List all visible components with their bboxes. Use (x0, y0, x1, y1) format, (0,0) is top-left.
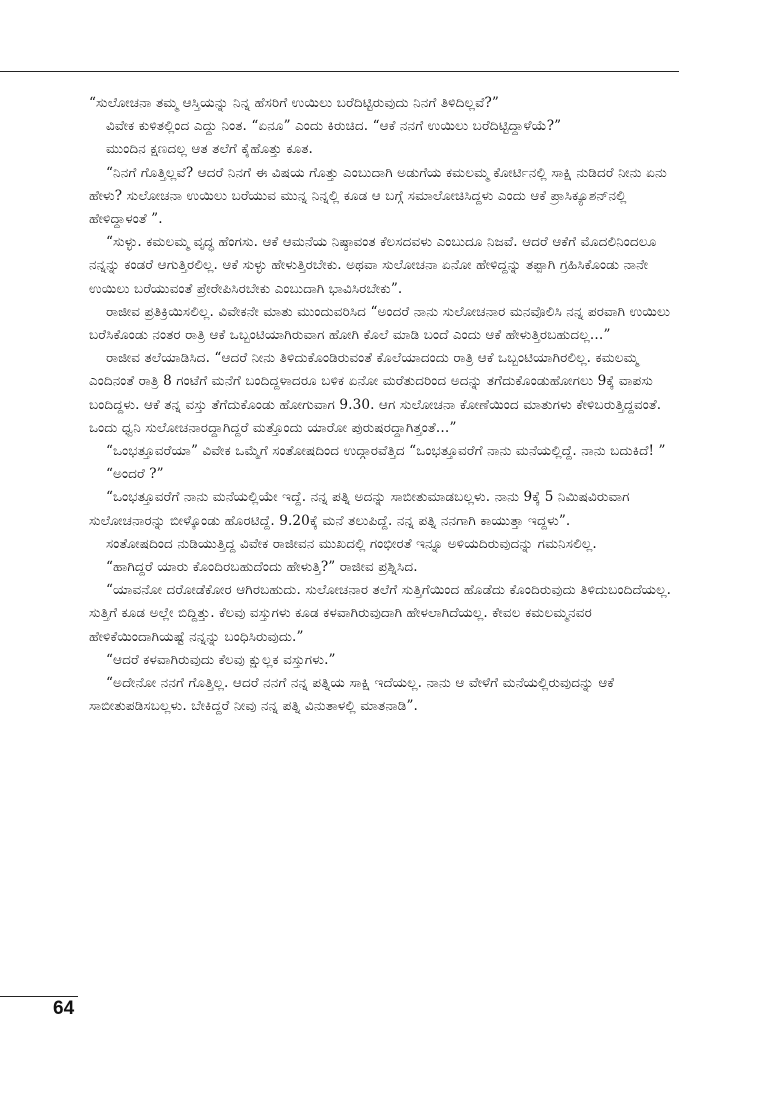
paragraph: “ನಿನಗೆ ಗೊತ್ತಿಲ್ಲವೆ? ಆದರೆ ನಿನಗೆ ಈ ವಿಷಯ ಗೊತ್ತು ಎಂಬುದಾಗಿ ಅಡುಗೆಯ ಕಮಲಮ್ಮ ಕೋರ್ಟಿನಲ್ಲಿ ಸಾಕ್ಷಿ ನುಡಿದರೆ ನೀನು ಏನು ಹೇಳು? ಸುಲೋಚನಾ ಉಯಿಲು ಬರೆಯುವ ಮುನ್ನ ನಿನ್ನಲ್ಲಿ ಕೂಡ ಆ ಬಗ್ಗೆ ಸಮಾಲೋಚಿಸಿದ್ದಳು ಎಂದು ಆಕೆ ಪ್ರಾಸಿಕ್ಯೂಶನ್‌ನಲ್ಲಿ ಹೇಳಿದ್ದಾಳಂತೆ ”. (89, 164, 667, 228)
paragraph: “ಒಂಭತ್ತೂವರೆಗೆ ನಾನು ಮನೆಯಲ್ಲಿಯೇ ಇದ್ದೆ. ನನ್ನ ಪತ್ನಿ ಅದನ್ನು ಸಾಬೀತುಮಾಡಬಲ್ಲಳು. ನಾನು 9ಕ್ಕೆ 5 ನಿಮಿಷವಿರುವಾಗ ಸುಲೋಚನಾರನ್ನು ಬೀಳ್ಕೊಂಡು ಹೊರಟಿದ್ದೆ. 9.20ಕ್ಕೆ ಮನೆ ತಲುಪಿದ್ದೆ. ನನ್ನ ಪತ್ನಿ ನನಗಾಗಿ ಕಾಯುತ್ತಾ ಇದ್ದಳು”. (89, 489, 630, 529)
header-rule (0, 71, 679, 72)
paragraph: “ಆದರೆ ಕಳವಾಗಿರುವುದು ಕೆಲವು ಕ್ಷುಲ್ಲಕ ವಸ್ತುಗಳು.” (106, 651, 336, 668)
footer-rule (0, 996, 78, 997)
paragraph: “ಸುಲೋಚನಾ ತಮ್ಮ ಆಸ್ತಿಯನ್ನು ನಿನ್ನ ಹೆಸರಿಗೆ ಉಯಿಲು ಬರೆದಿಟ್ಟಿರುವುದು ನಿನಗೆ ತಿಳಿದಿಲ್ಲವೆ?” (89, 95, 499, 111)
paragraph: “ಅದೇನೋ ನನಗೆ ಗೊತ್ತಿಲ್ಲ. ಆದರೆ ನನಗೆ ನನ್ನ ಪತ್ನಿಯ ಸಾಕ್ಷಿ ಇದೆಯಲ್ಲ. ನಾನು ಆ ವೇಳೆಗೆ ಮನೆಯಲ್ಲಿರುವುದನ್ನು ಆಕೆ ಸಾಬೀತುಪಡಿಸಬಲ್ಲಳು. ಬೇಕಿದ್ದರೆ ನೀವು ನನ್ನ ಪತ್ನಿ ವಿನುತಾಳಲ್ಲಿ ಮಾತನಾಡಿ”. (89, 675, 615, 715)
paragraph: “ಅಂದರೆ ?” (106, 466, 164, 483)
paragraph: ವಿವೇಕ ಕುಳಿತಲ್ಲಿಂದ ಎದ್ದು ನಿಂತ. “ಏನೂ” ಎಂದು ಕಿರುಚಿದ. “ಆಕೆ ನನಗೆ ಉಯಿಲು ಬರೆದಿಟ್ಟಿದ್ದಾಳೆಯೆ?” (106, 118, 562, 135)
paragraph: “ಒಂಭತ್ತೂವರೆಯಾ” ವಿವೇಕ ಒಮ್ಮೆಗೆ ಸಂತೋಷದಿಂದ ಉದ್ಗಾರವೆತ್ತಿದ “ಒಂಭತ್ತೂವರೆಗೆ ನಾನು ಮನೆಯಲ್ಲಿದ್ದೆ. ನಾನು ಬದುಕಿದೆ! ” (106, 443, 666, 460)
paragraph: “ಸುಳ್ಳು. ಕಮಲಮ್ಮ ವೃದ್ಧ ಹೆಂಗಸು. ಆಕೆ ಆಮನೆಯ ನಿಷ್ಠಾವಂತ ಕೆಲಸದವಳು ಎಂಬುದೂ ನಿಜವೆ. ಆದರೆ ಆಕೆಗೆ ಮೊದಲಿನಿಂದಲೂ ನನ್ನನ್ನು ಕಂಡರೆ ಆಗುತ್ತಿರಲಿಲ್ಲ. ಆಕೆ ಸುಳ್ಳು ಹೇಳುತ್ತಿರಬೇಕು. ಅಥವಾ ಸುಲೋಚನಾ ಏನೋ ಹೇಳಿದ್ದನ್ನು ತಪ್ಪಾಗಿ ಗ್ರಹಿಸಿಕೊಂಡು ನಾನೇ ಉಯಿಲು ಬರೆಯುವಂತೆ ಪ್ರೇರೇಪಿಸಿರಬೇಕು ಎಂಬುದಾಗಿ ಭಾವಿಸಿರಬೇಕು”. (89, 234, 657, 297)
paragraph: ಮುಂದಿನ ಕ್ಷಣದಲ್ಲ ಆತ ತಲೆಗೆ ಕೈಹೊತ್ತು ಕೂತ. (106, 141, 313, 158)
body-text (89, 92, 679, 718)
page-number: 64 (53, 998, 75, 1019)
paragraph: ರಾಜೀವ ಪ್ರತಿಕ್ರಿಯಿಸಲಿಲ್ಲ. ವಿವೇಕನೇ ಮಾತು ಮುಂದುವರಿಸಿದ “ಅಂದರೆ ನಾನು ಸುಲೋಚನಾರ ಮನವೊಲಿಸಿ ನನ್ನ ಪರವಾಗಿ ಉಯಿಲು ಬರೆಸಿಕೊಂಡು ನಂತರ ರಾತ್ರಿ ಆಕೆ ಒಬ್ಬಂಟಿಯಾಗಿರುವಾಗ ಹೋಗಿ ಕೊಲೆ ಮಾಡಿ ಬಂದೆ ಎಂದು ಆಕೆ ಹೇಳುತ್ತಿರಬಹುದಲ್ಲ…” (89, 303, 671, 344)
paragraph: ಸಂತೋಷದಿಂದ ನುಡಿಯುತ್ತಿದ್ದ ವಿವೇಕ ರಾಜೀವನ ಮುಖದಲ್ಲಿ ಗಂಭೀರತೆ ಇನ್ನೂ ಅಳಿಯದಿರುವುದನ್ನು ಗಮನಿಸಲಿಲ್ಲ. (106, 535, 597, 552)
paragraph: ರಾಜೀವ ತಲೆಯಾಡಿಸಿದ. “ಆದರೆ ನೀನು ತಿಳಿದುಕೊಂಡಿರುವಂತೆ ಕೊಲೆಯಾದಂದು ರಾತ್ರಿ ಆಕೆ ಒಬ್ಬಂಟಿಯಾಗಿರಲಿಲ್ಲ. ಕಮಲಮ್ಮ ಎಂದಿನಂತೆ ರಾತ್ರಿ 8 ಗಂಟೆಗೆ ಮನೆಗೆ ಬಂದಿದ್ದಳಾದರೂ ಬಳಿಕ ಏನೋ ಮರೆತುದರಿಂದ ಅದನ್ನು ತಗೆದುಕೊಂಡುಹೋಗಲು 9ಕ್ಕೆ ವಾಪಸು ಬಂದಿದ್ದಳು. ಆಕೆ ತನ್ನ ವಸ್ತು ತೆಗೆದುಕೊಂಡು ಹೋಗುವಾಗ 9.30. ಆಗ ಸುಲೋಚನಾ ಕೋಣೆಯಿಂದ ಮಾತುಗಳು ಕೇಳಿಬರುತ್ತಿದ್ದವಂತೆ. ಒಂದು ಧ್ವನಿ ಸುಲೋಚನಾರದ್ದಾಗಿದ್ದರೆ ಮತ್ತೊಂದು ಯಾರೋ ಪುರುಷರದ್ದಾಗಿತ್ತಂತೆ…” (89, 350, 662, 436)
paragraph: “ಯಾವನೋ ದರೋಡೆಕೋರ ಆಗಿರಬಹುದು. ಸುಲೋಚನಾರ ತಲೆಗೆ ಸುತ್ತಿಗೆಯಿಂದ ಹೊಡೆದು ಕೊಂದಿರುವುದು ತಿಳಿದುಬಂದಿದೆಯಲ್ಲ. ಸುತ್ತಿಗೆ ಕೂಡ ಅಲ್ಲೇ ಬಿದ್ದಿತ್ತು. ಕೆಲವು ವಸ್ತುಗಳು ಕೂಡ ಕಳವಾಗಿರುವುದಾಗಿ ಹೇಳಲಾಗಿದೆಯಲ್ಲ. ಕೇವಲ ಕಮಲಮ್ಮನವರ ಹೇಳಿಕೆಯಿಂದಾಗಿಯಷ್ಟೆ ನನ್ನನ್ನು ಬಂಧಿಸಿರುವುದು.” (89, 582, 672, 645)
paragraph: “ಹಾಗಿದ್ದರೆ ಯಾರು ಕೊಂದಿರಬಹುದೆಂದು ಹೇಳುತ್ತಿ?” ರಾಜೀವ ಪ್ರಶ್ನಿಸಿದ. (106, 559, 418, 576)
